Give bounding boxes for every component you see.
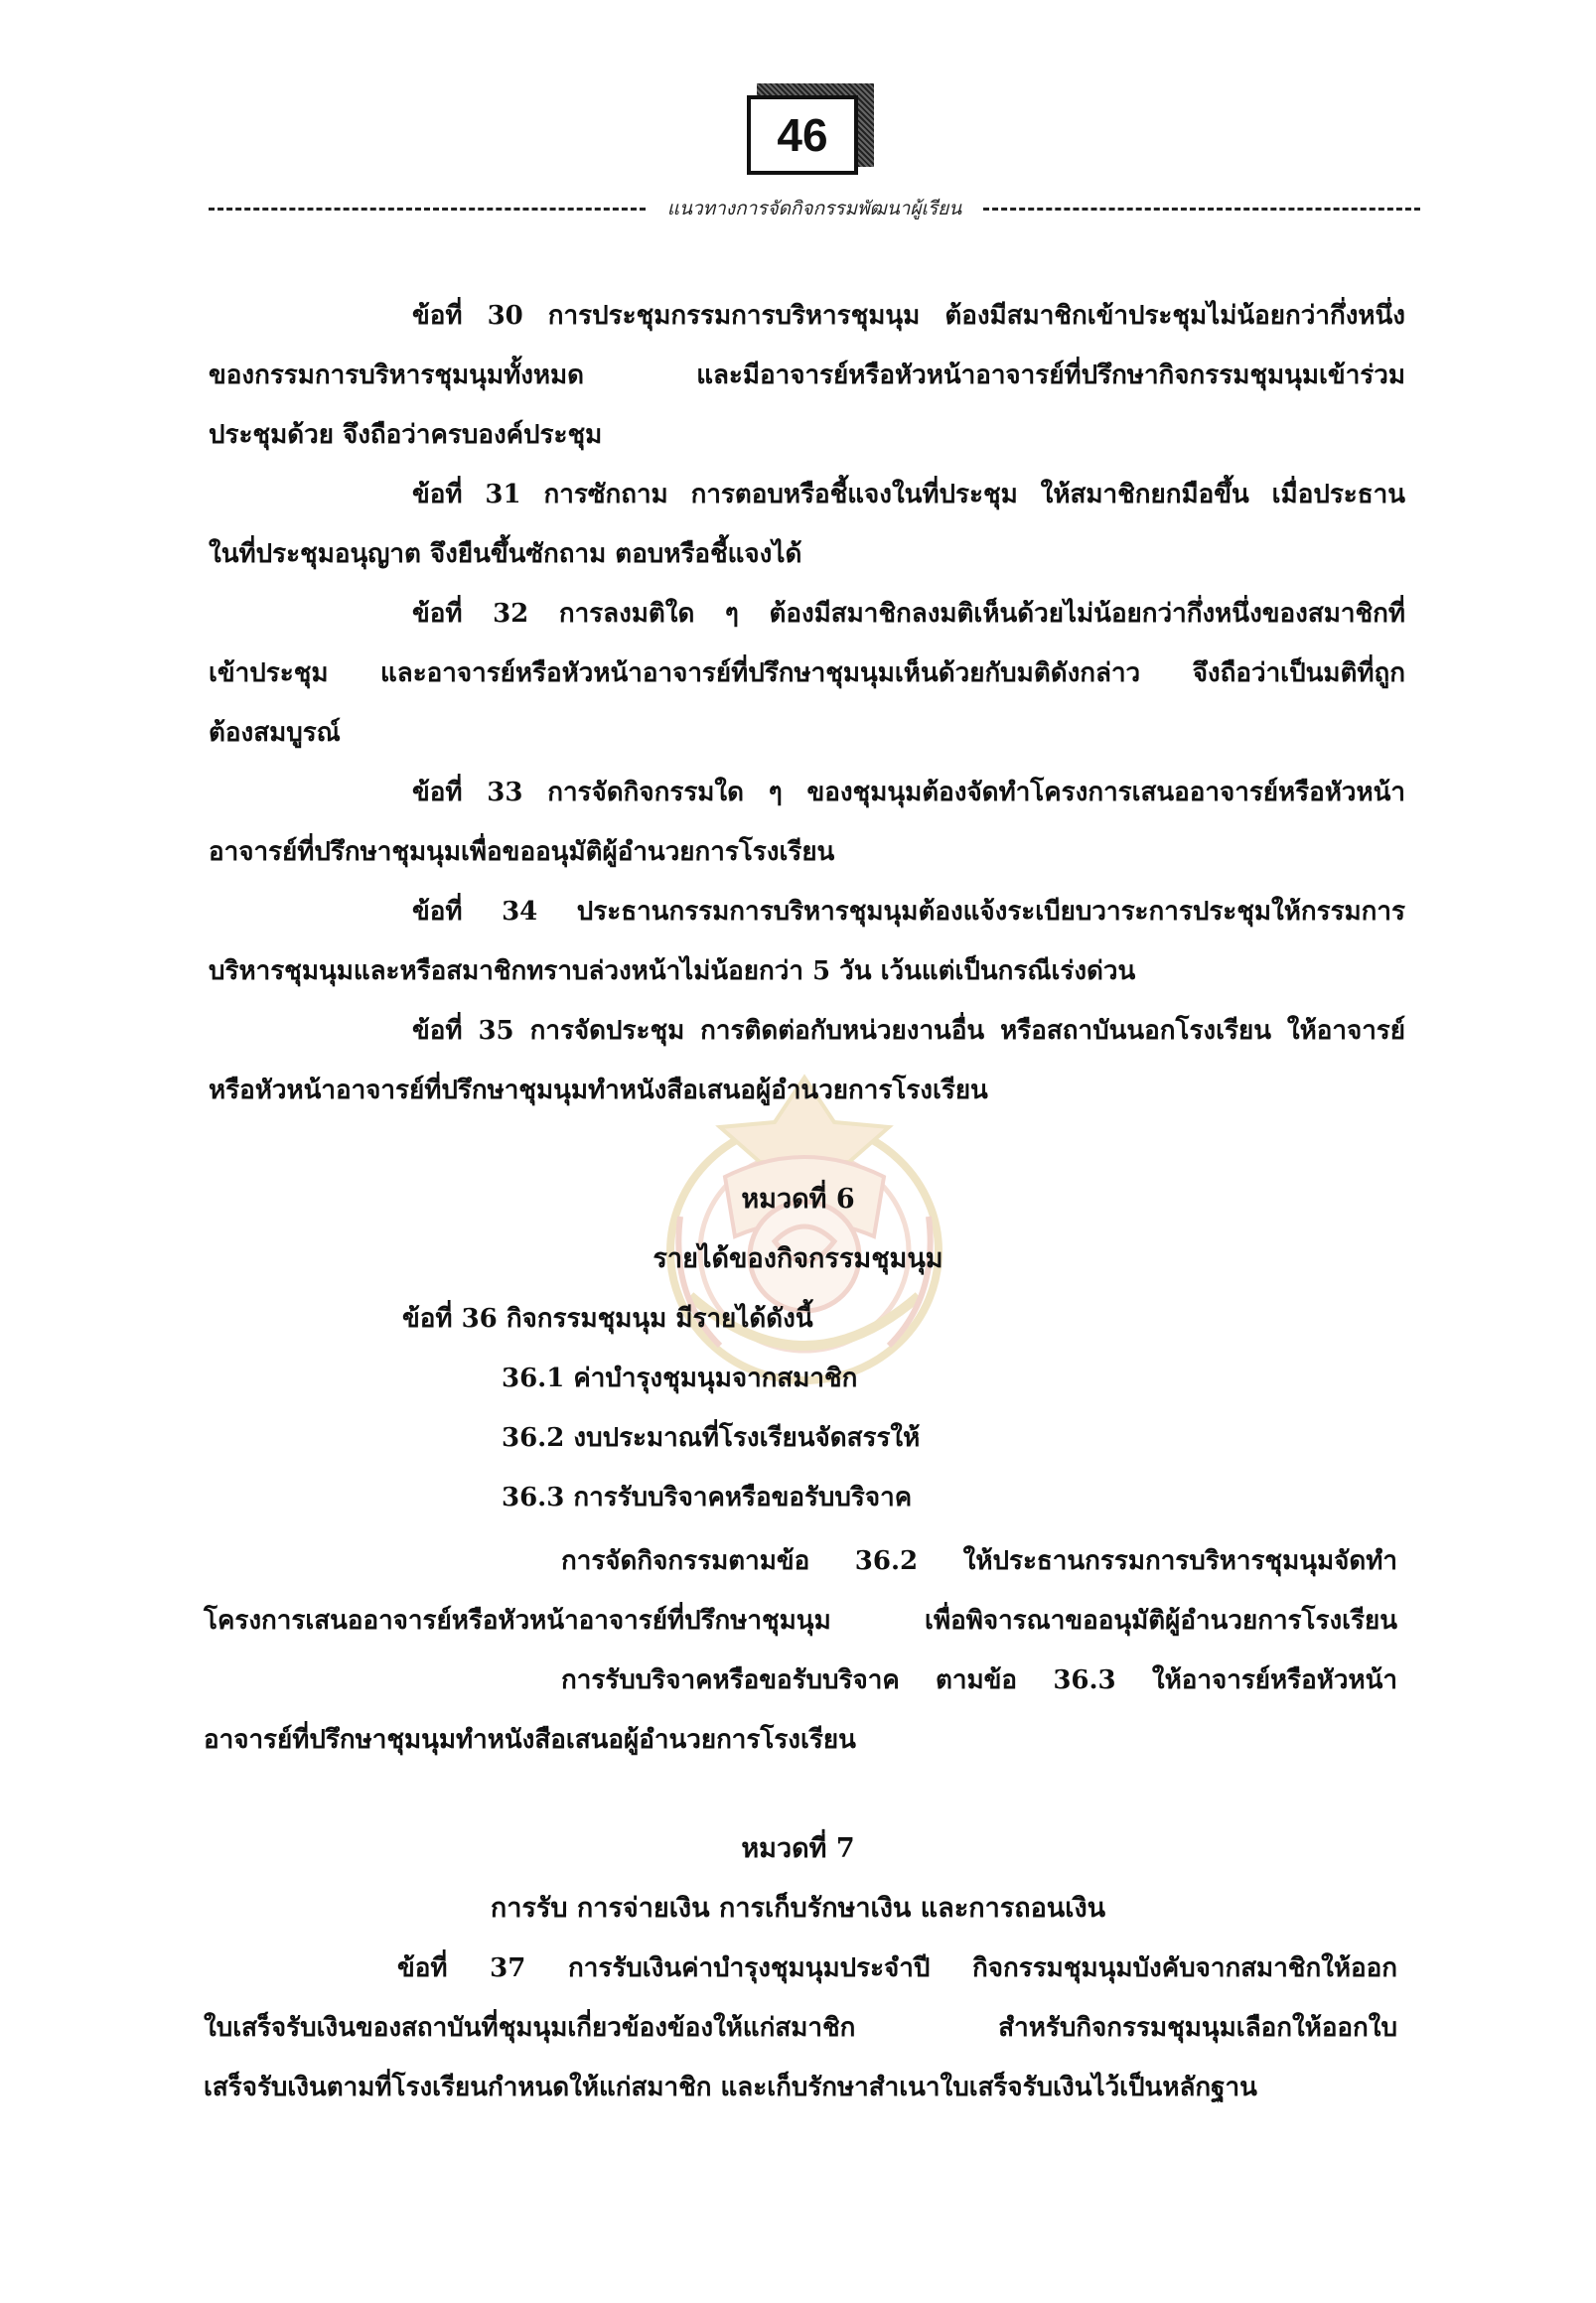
article-30-line-2: ของกรรมการบริหารชุมนุมทั้งหมด และมีอาจารย์หรือหัวหน้าอาจารย์ที่ปรึกษากิจกรรมชุมนุมเข้าร่วม — [209, 360, 1405, 390]
chapter-7-subtitle: การรับ การจ่ายเงิน การเก็บรักษาเงิน และการถอนเงิน — [490, 1893, 1106, 1924]
article-36-intro: ข้อที่ 36 กิจกรรมชุมนุม มีรายได้ดังนี้ — [402, 1304, 813, 1334]
article-36-item-1: 36.1 ค่าบำรุงชุมนุมจากสมาชิก — [502, 1364, 858, 1393]
chapter-6-para-1-line-1: การจัดกิจกรรมตามข้อ 36.2 ให้ประธานกรรมการบริหารชุมนุมจัดทำ — [561, 1546, 1397, 1576]
chapter-6-para-2-line-1: การรับบริจาคหรือขอรับบริจาค ตามข้อ 36.3 ให้อาจารย์หรือหัวหน้า — [561, 1665, 1397, 1695]
article-37-line-2: ใบเสร็จรับเงินของสถาบันที่ชุมนุมเกี่ยวข้องข้องให้แก่สมาชิก สำหรับกิจกรรมชุมนุมเลือกให้ออกใบ — [204, 2013, 1397, 2043]
article-36-item-2: 36.2 งบประมาณที่โรงเรียนจัดสรรให้ — [502, 1423, 921, 1453]
article-37-line-3: เสร็จรับเงินตามที่โรงเรียนกำหนดให้แก่สมาชิก และเก็บรักษาสำเนาใบเสร็จรับเงินไว้เป็นหลักฐาน — [204, 2073, 1257, 2102]
article-33-line-2: อาจารย์ที่ปรึกษาชุมนุมเพื่อขออนุมัติผู้อำนวยการโรงเรียน — [209, 837, 835, 867]
article-31-line-1: ข้อที่ 31 การซักถาม การตอบหรือชี้แจงในที่ประชุม ให้สมาชิกยกมือขึ้น เมื่อประธาน — [412, 480, 1405, 509]
article-31-line-2: ในที่ประชุมอนุญาต จึงยืนขึ้นซักถาม ตอบหรือชี้แจงได้ — [209, 539, 802, 569]
article-34-line-1: ข้อที่ 34 ประธานกรรมการบริหารชุมนุมต้องแจ้งระเบียบวาระการประชุมให้กรรมการ — [412, 897, 1405, 927]
running-header — [209, 189, 1420, 228]
chapter-6-subtitle: รายได้ของกิจกรรมชุมนุม — [653, 1243, 943, 1274]
chapter-6-title: หมวดที่ 6 — [741, 1184, 855, 1215]
seal-watermark-icon — [651, 1068, 958, 1395]
article-30-line-3: ประชุมด้วย จึงถือว่าครบองค์ประชุม — [209, 420, 603, 450]
chapter-6-para-2-line-2: อาจารย์ที่ปรึกษาชุมนุมทำหนังสือเสนอผู้อำนวยการโรงเรียน — [204, 1725, 856, 1755]
page-number: 46 — [747, 95, 858, 175]
header-rule-left — [209, 208, 646, 211]
header-rule-right — [983, 208, 1420, 211]
article-34-line-2: บริหารชุมนุมและหรือสมาชิกทราบล่วงหน้าไม่น้อยกว่า 5 วัน เว้นแต่เป็นกรณีเร่งด่วน — [209, 956, 1136, 986]
chapter-7-title: หมวดที่ 7 — [741, 1833, 855, 1864]
article-37-line-1: ข้อที่ 37 การรับเงินค่าบำรุงชุมนุมประจำปี กิจกรรมชุมนุมบังคับจากสมาชิกให้ออก — [397, 1953, 1397, 1983]
page-number-box — [747, 91, 874, 187]
article-32-line-2: เข้าประชุม และอาจารย์หรือหัวหน้าอาจารย์ที่ปรึกษาชุมนุมเห็นด้วยกับมติดังกล่าว จึงถือว่าเป็นมติที่ถูก — [209, 658, 1405, 688]
article-35-line-1: ข้อที่ 35 การจัดประชุม การติดต่อกับหน่วยงานอื่น หรือสถาบันนอกโรงเรียน ให้อาจารย์ — [412, 1016, 1405, 1046]
article-30-line-1: ข้อที่ 30 การประชุมกรรมการบริหารชุมนุม ต้องมีสมาชิกเข้าประชุมไม่น้อยกว่ากึ่งหนึ่ง — [412, 301, 1405, 331]
article-33-line-1: ข้อที่ 33 การจัดกิจกรรมใด ๆ ของชุมนุมต้องจัดทำโครงการเสนออาจารย์หรือหัวหน้า — [412, 778, 1405, 807]
chapter-6-para-1-line-2: โครงการเสนออาจารย์หรือหัวหน้าอาจารย์ที่ปรึกษาชุมนุม เพื่อพิจารณาขออนุมัติผู้อำนวยการโรงเรียน — [204, 1606, 1397, 1636]
article-35-line-2: หรือหัวหน้าอาจารย์ที่ปรึกษาชุมนุมทำหนังสือเสนอผู้อำนวยการโรงเรียน — [209, 1076, 988, 1105]
article-32-line-1: ข้อที่ 32 การลงมติใด ๆ ต้องมีสมาชิกลงมติเห็นด้วยไม่น้อยกว่ากึ่งหนึ่งของสมาชิกที่ — [412, 599, 1405, 629]
article-32-line-3: ต้องสมบูรณ์ — [209, 718, 341, 748]
article-36-item-3: 36.3 การรับบริจาคหรือขอรับบริจาค — [502, 1483, 913, 1512]
running-header-title: แนวทางการจัดกิจกรรมพัฒนาผู้เรียน — [666, 198, 962, 219]
